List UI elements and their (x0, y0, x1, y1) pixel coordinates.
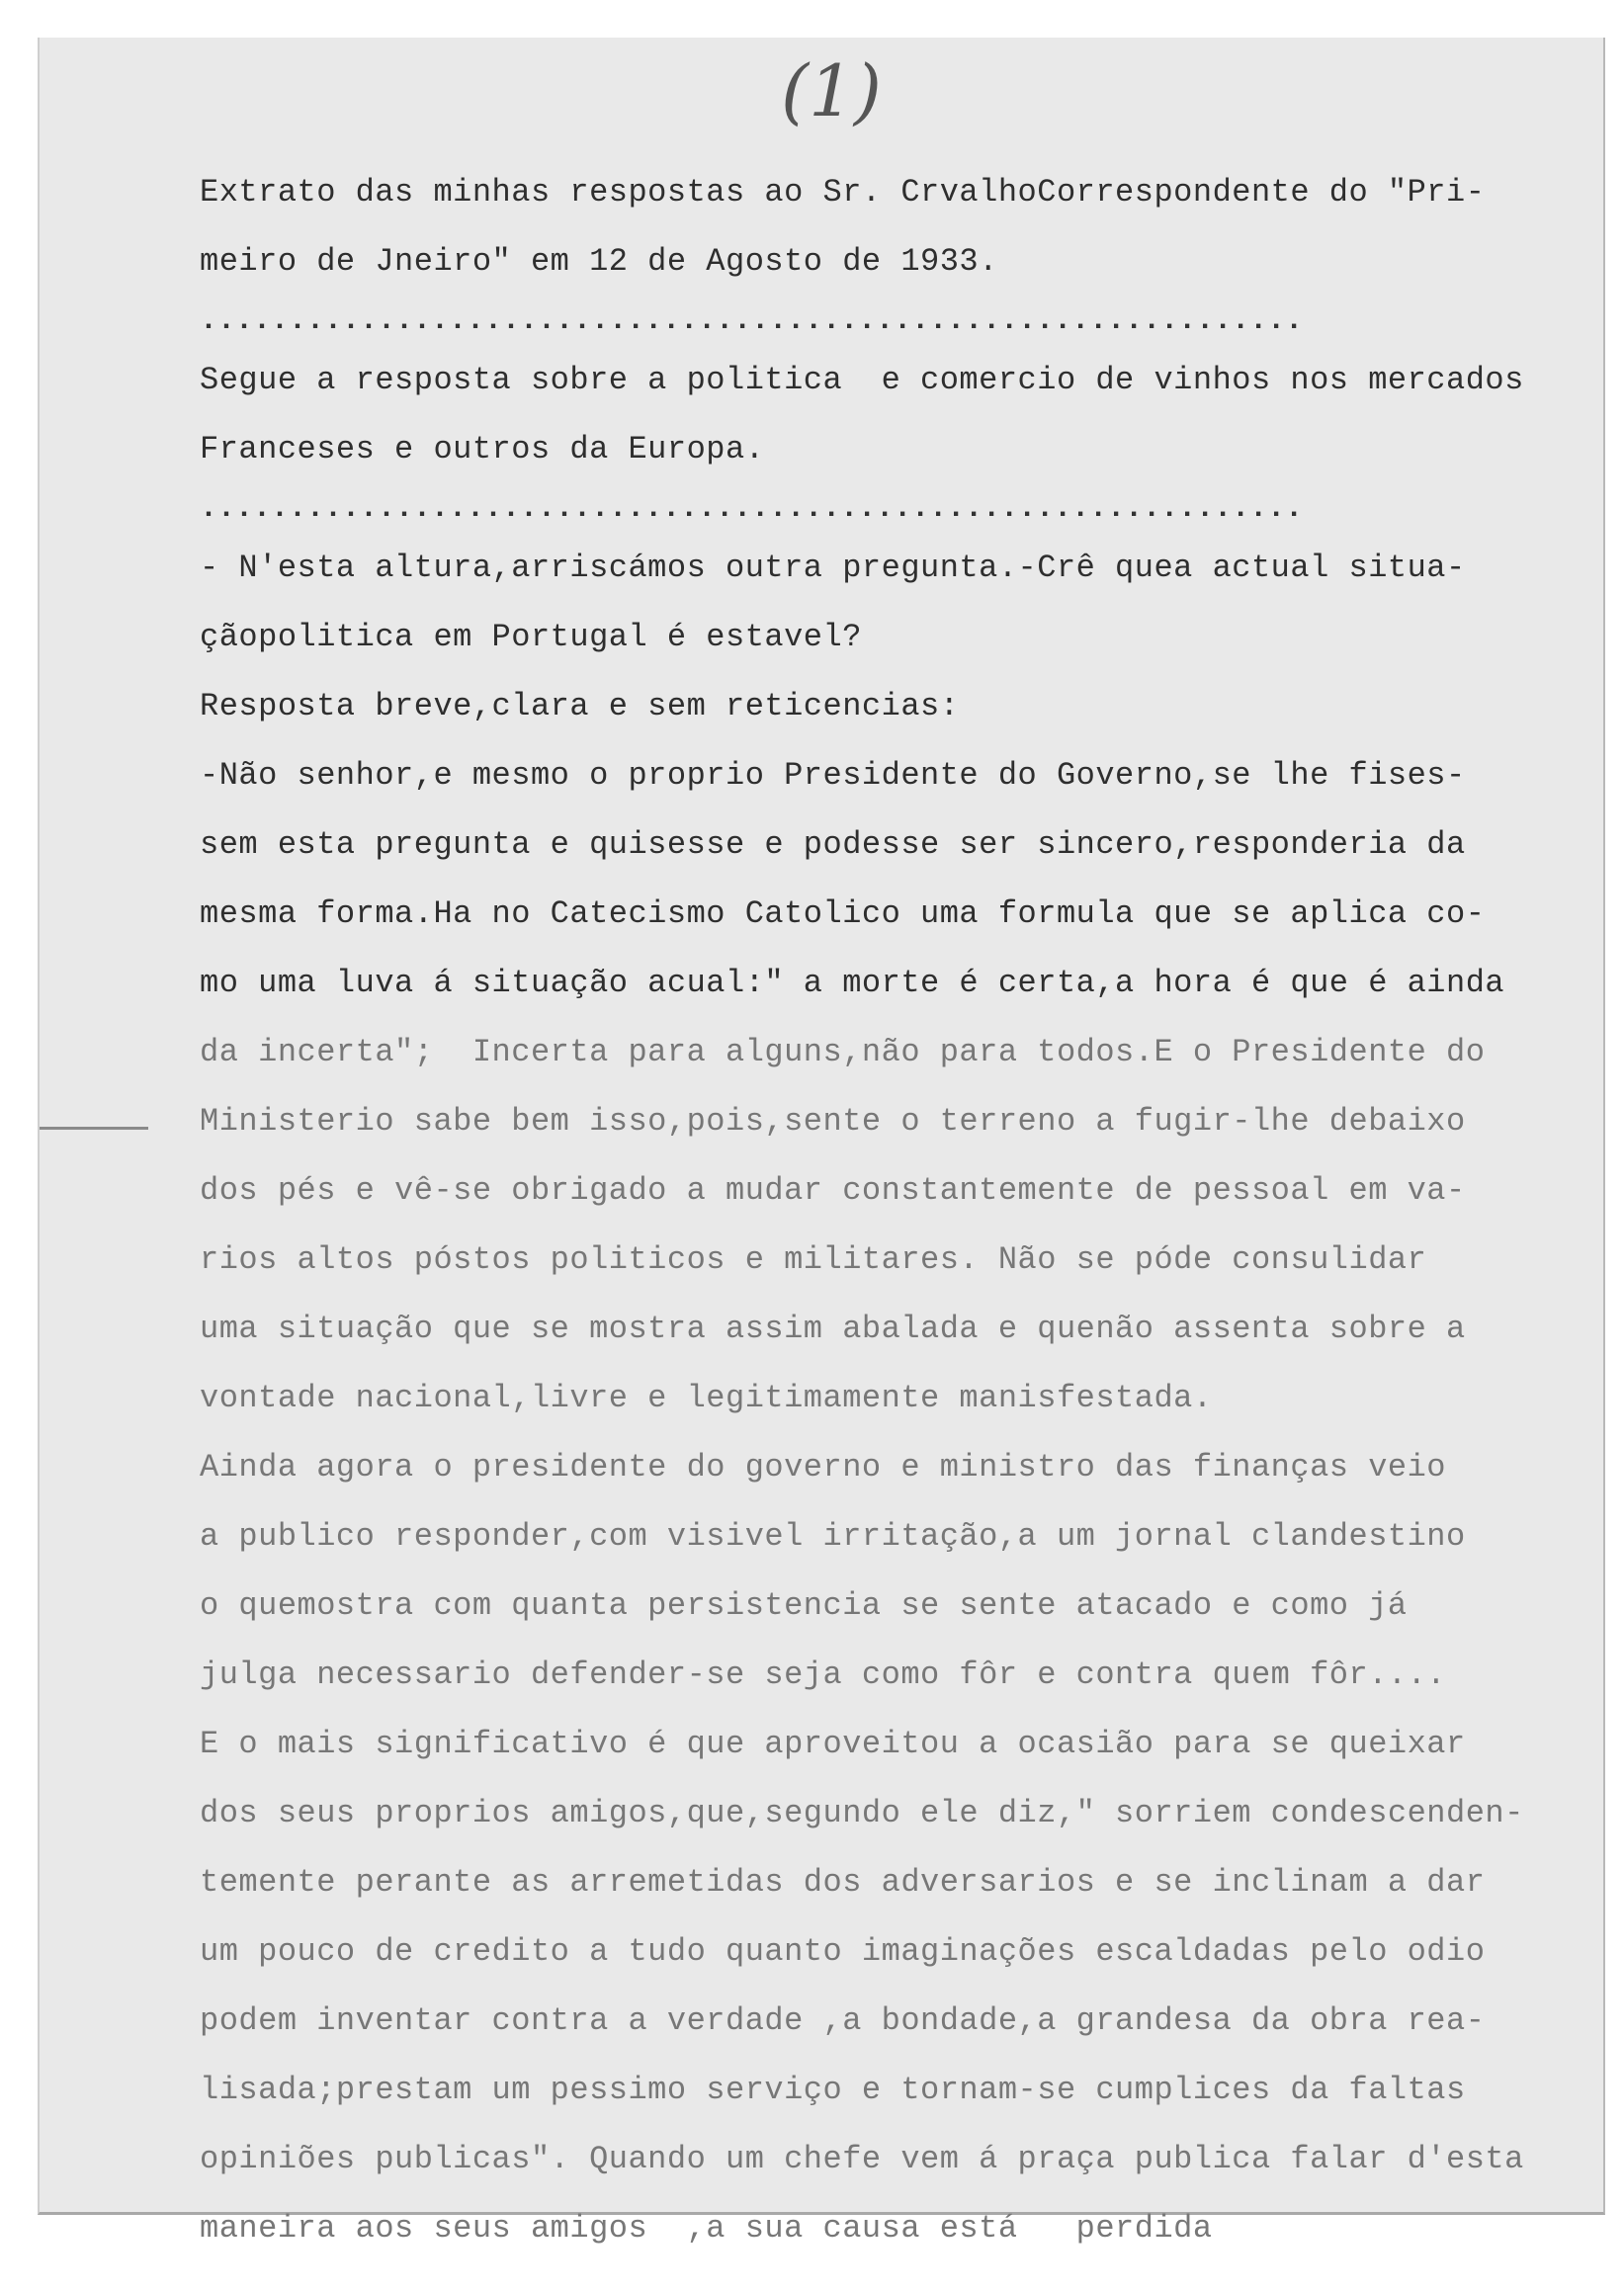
body-line: Ainda agora o presidente do governo e ministro das finanças veio (200, 1449, 1446, 1486)
body-line: mo uma luva á situação acual:" a morte é certa,a hora é que é ainda (200, 965, 1505, 1001)
header-line: meiro de Jneiro" em 12 de Agosto de 1933. (200, 243, 998, 280)
body-line: lisada;prestam um pessimo serviço e tornam-se cumplices da faltas (200, 2072, 1466, 2108)
body-line: -Não senhor,e mesmo o proprio Presidente do Governo,se lhe fises- (200, 757, 1466, 794)
body-line: rios altos póstos politicos e militares. Não se póde consulidar (200, 1241, 1427, 1278)
body-line: çãopolitica em Portugal é estavel? (200, 619, 862, 655)
body-line: uma situação que se mostra assim abalada e quenão assenta sobre a (200, 1311, 1466, 1347)
body-line: dos seus proprios amigos,que,segundo ele diz," sorriem condescenden- (200, 1795, 1524, 1831)
body-line: sem esta pregunta e quisesse e podesse ser sincero,responderia da (200, 826, 1466, 863)
body-line: da incerta"; Incerta para alguns,não para todos.E o Presidente do (200, 1034, 1486, 1070)
body-line: a publico responder,com visivel irritação,a um jornal clandestino (200, 1518, 1466, 1555)
body-line: temente perante as arremetidas dos adversarios e se inclinam a dar (200, 1864, 1486, 1901)
intro-line: Segue a resposta sobre a politica e comercio de vinhos nos mercados (200, 362, 1524, 398)
dotted-separator: .............................................................. (200, 304, 1304, 338)
body-line: E o mais significativo é que aproveitou a ocasião para se queixar (200, 1726, 1466, 1762)
body-line: vontade nacional,livre e legitimamente manisfestada. (200, 1380, 1213, 1416)
body-line: Ministerio sabe bem isso,pois,sente o terreno a fugir-lhe debaixo (200, 1103, 1466, 1140)
fold-mark (40, 1127, 148, 1130)
body-line: dos pés e vê-se obrigado a mudar constantemente de pessoal em va- (200, 1172, 1466, 1209)
page-number: (1) (781, 49, 882, 132)
body-line: opiniões publicas". Quando um chefe vem á praça publica falar d'esta (200, 2141, 1524, 2177)
body-line: maneira aos seus amigos ,a sua causa está perdida (200, 2210, 1213, 2247)
typed-letter (200, 158, 1544, 2263)
body-line: um pouco de credito a tudo quanto imaginações escaldadas pelo odio (200, 1933, 1486, 1970)
body-line: - N'esta altura,arriscámos outra pregunta.-Crê quea actual situa- (200, 550, 1466, 586)
dotted-separator: .............................................................. (200, 492, 1304, 526)
body-line: podem inventar contra a verdade ,a bondade,a grandesa da obra rea- (200, 2002, 1486, 2039)
body-line: julga necessario defender-se seja como fôr e contra quem fôr.... (200, 1656, 1446, 1693)
body-line: Resposta breve,clara e sem reticencias: (200, 688, 960, 724)
header-line: Extrato das minhas respostas ao Sr. CrvalhoCorrespondente do "Pri- (200, 174, 1486, 211)
intro-line: Franceses e outros da Europa. (200, 431, 765, 467)
body-line: o quemostra com quanta persistencia se sente atacado e como já (200, 1587, 1408, 1624)
body-line: mesma forma.Ha no Catecismo Catolico uma formula que se aplica co- (200, 895, 1486, 932)
